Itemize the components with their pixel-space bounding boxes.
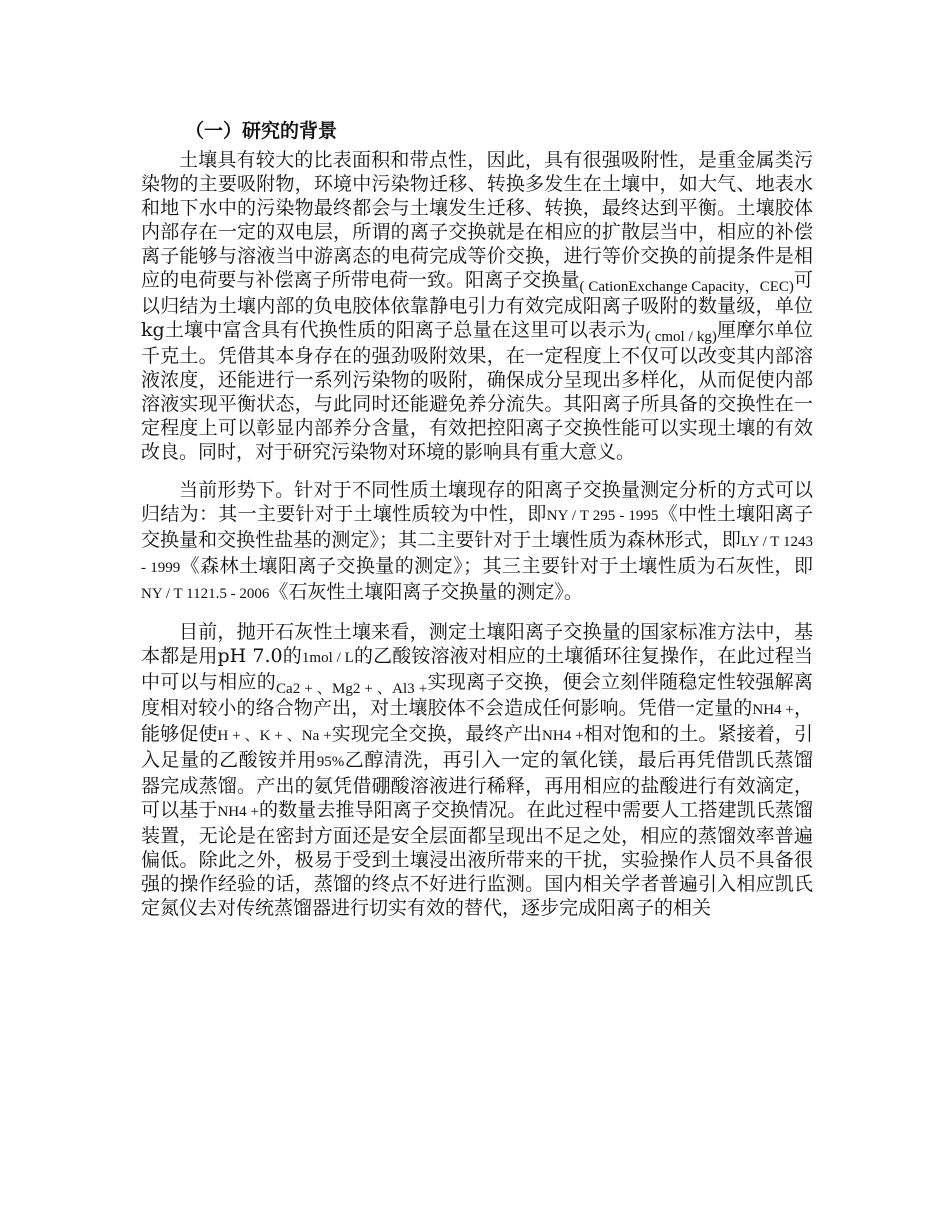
paragraph-text: 《石灰性土壤阳离子交换量的测定》。 — [269, 581, 583, 603]
cec-term: ( CationExchange Capacity，CEC) — [579, 279, 794, 295]
paragraph-methods — [141, 620, 813, 920]
paragraph-text: 当前形势下。针对于不同性质土壤现存的阳离子交换量测定分析的方式可以归结为：其一主要针对于土壤性质较为中性，即 — [141, 479, 813, 525]
section-heading: （一）研究的背景 — [185, 120, 338, 142]
paragraph-text: 乙醇清洗，再引入一定的氧化镁，最后再凭借凯氏蒸馏器完成蒸馏。产出的氨凭借硼酸溶液进行稀释，再用相应的盐酸进行有效滴定，可以基于 — [141, 749, 813, 821]
paragraph-text: 的数量去推导阳离子交换情况。在此过程中需要人工搭建凯氏蒸馏装置，无论是在密封方面还是安全层面都呈现出不足之处，相应的蒸馏效率普遍偏低。除此之外，极易于受到土壤浸出液所带来的干扰，实验操作人员不具备很强的操作经验的话，蒸馏的终点不好进行监测。国内相关学者普遍引入相应凯氏定氮仪去对传统蒸馏器进行切实有效的替代，逐步完成阳离子的相关 — [141, 799, 813, 919]
paragraph-text: 的乙酸铵溶液对相应的土壤循环往复操作，在此过程当中可以与相应的 — [141, 645, 813, 693]
paragraph-text: ，能够促使 — [141, 697, 813, 745]
paragraph-text: 土壤具有较大的比表面积和带点性，因此，具有很强吸附性，是重金属类污染物的主要吸附物，环境中污染物迁移、转换多发生在土壤中，如大气、地表水和地下水中的污染物最终都会与土壤发生迁移、转换，最终达到平衡。土壤胶体内部存在一定的双电层，所谓的离子交换就是在相应的扩散层当中，相应的补偿离子能够与溶液当中游离态的电荷完成等价交换，进行等价交换的前提条件是相应的电荷要与补偿离子所带电荷一致。阳离子交换量 — [141, 149, 813, 291]
ammonium-ion: NH4 + — [752, 702, 794, 718]
paragraph-text: 实现完全交换，最终产出 — [331, 723, 543, 745]
paragraph-text: 可以归结为土壤内部的负电胶体依靠静电引力有效完成阳离子吸附的数量级，单位kg土壤中富含具有代换性质的阳离子总量在这里可以表示为 — [141, 269, 813, 341]
standard-code: NY / T 295 - 1995 — [546, 508, 659, 524]
paragraph-text: 目前，抛开石灰性土壤来看，测定土壤阳离子交换量的国家标准方法中，基本都是用pH 7.0的 — [141, 621, 813, 667]
standard-code: NY / T 1121.5 - 2006 — [141, 586, 270, 602]
paragraph-text: 相对饱和的土。紧接着，引入足量的乙酸铵并用 — [141, 723, 813, 771]
standard-code: LY / T 1243 - 1999 — [141, 534, 813, 576]
paragraph-text: 实现离子交换，便会立刻伴随稳定性较强解离度相对较小的络合物产出，对土壤胶体不会造成任何影响。凭借一定量的 — [141, 671, 813, 719]
document-page — [141, 118, 813, 920]
paragraph-text: 《森林土壤阳离子交换量的测定》；其三主要针对于土壤性质为石灰性，即 — [180, 555, 813, 577]
ammonium-ion: NH4 + — [217, 804, 259, 820]
ammonium-ion: NH4 + — [542, 728, 584, 744]
concentration-value: 1mol / L — [301, 650, 354, 666]
paragraph-background — [141, 148, 813, 464]
cec-unit: ( cmol / kg) — [645, 329, 717, 345]
paragraph-text: 厘摩尔单位千克土。凭借其本身存在的强劲吸附效果，在一定程度上不仅可以改变其内部溶液浓度，还能进行一系列污染物的吸附，确保成分呈现出多样化，从而促使内部溶液实现平衡状态，与此同时还能避免养分流失。其阳离子所具备的交换性在一定程度上可以彰显内部养分含量，有效把控阳离子交换性能可以实现土壤的有效改良。同时，对于研究污染物对环境的影响具有重大意义。 — [141, 319, 813, 463]
ion-list: H + 、K + 、Na + — [217, 728, 332, 744]
paragraph-text: 《中性土壤阳离子交换量和交换性盐基的测定》；其二主要针对于土壤性质为森林形式，即 — [141, 503, 813, 551]
paragraph-standards — [141, 478, 813, 606]
percentage-value: 95% — [316, 754, 345, 770]
ion-list: Ca2 + 、Mg2 + 、Al3 + — [276, 681, 428, 697]
